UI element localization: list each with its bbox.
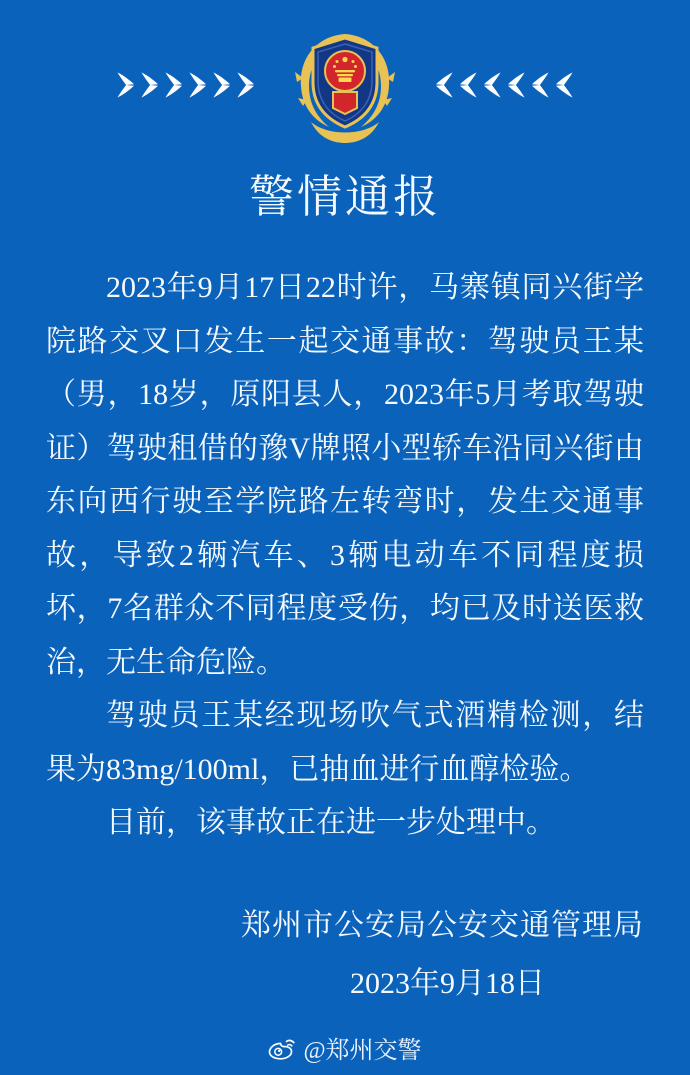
header [0,0,690,144]
chevron-right-icon [116,71,137,99]
chevron-right-icon [140,71,161,99]
chevron-left-icon [481,71,502,99]
notice-paragraph-3: 目前，该事故正在进一步处理中。 [106,806,556,839]
chevron-right-icon [164,71,185,99]
chevron-right-icon [212,71,233,99]
chevron-right-icon [236,71,257,99]
chevron-left-icon [505,71,526,99]
arrows-right-decoration [116,71,257,99]
chevron-left-icon [433,71,454,99]
chevron-left-icon [457,71,478,99]
weibo-icon [268,1035,296,1060]
police-badge-icon [283,26,407,144]
chevron-left-icon [529,71,550,99]
issue-date: 2023年9月18日 [350,966,545,1000]
watermark [0,1030,690,1065]
notice-paragraph-1: 2023年9月17日22时许，马寨镇同兴街学院路交叉口发生一起交通事故：驾驶员王某（男，18岁，原阳县人，2023年5月考取驾驶证）驾驶租借的豫V牌照小型轿车沿同兴街由东向西行驶至学院路左转弯时，发生交通事故，导致2辆汽车、3辆电动车不同程度损坏，7名群众不同程度受伤，均已及时送医救治，无生命危险。 [46,271,644,679]
arrows-left-decoration [433,71,574,99]
notice-paragraph-2: 驾驶员王某经现场吹气式酒精检测，结果为83mg/100ml，已抽血进行血醇检验。 [46,699,644,786]
watermark-handle: @郑州交警 [303,1038,422,1064]
notice-body [0,261,690,850]
issuer-signature: 郑州市公安局公安交通管理局 [241,908,644,942]
chevron-left-icon [553,71,574,99]
chevron-right-icon [188,71,209,99]
notice-title: 警情通报 [248,172,441,222]
